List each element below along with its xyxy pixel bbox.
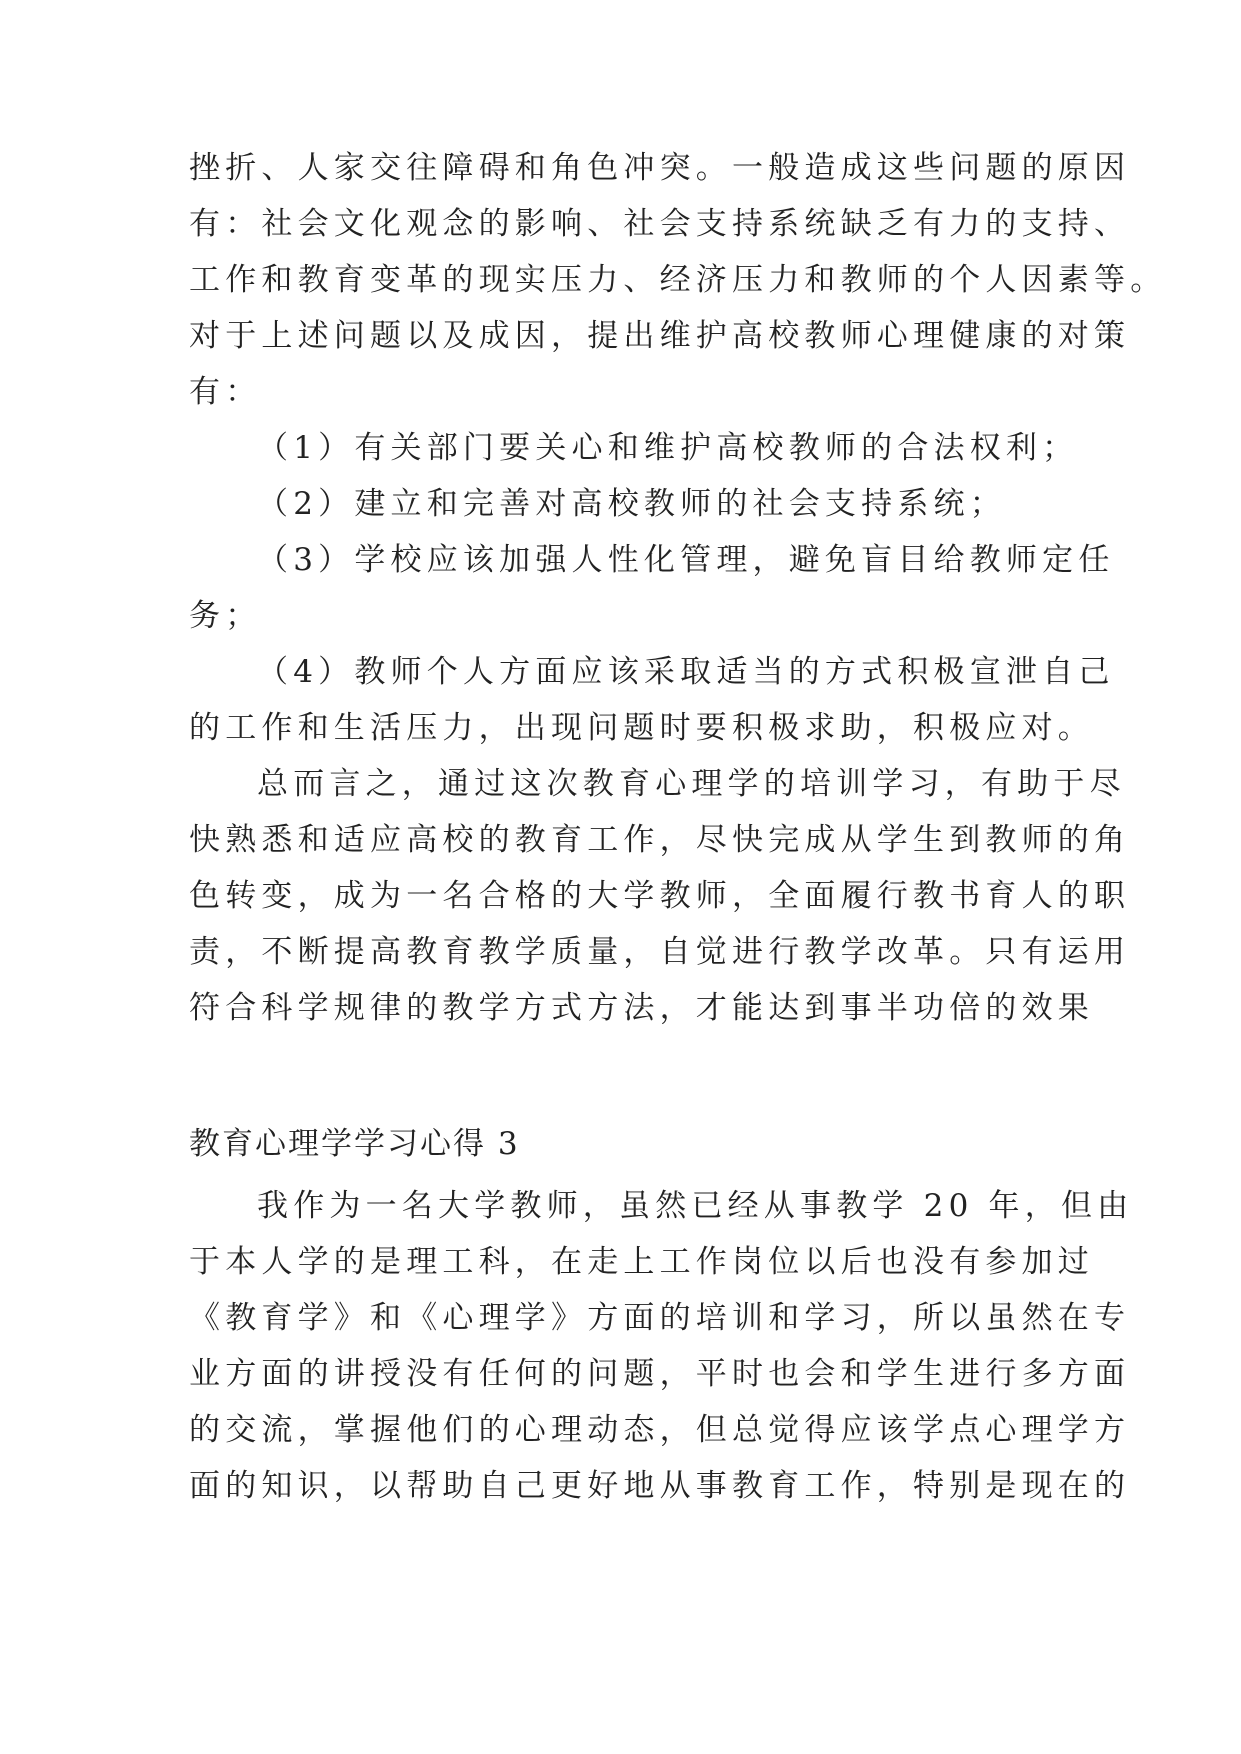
section-heading: 教育心理学学习心得 3	[189, 1126, 520, 1162]
conclusion-line: 责，不断提高教育教学质量，自觉进行教学改革。只有运用	[189, 934, 1131, 970]
conclusion-line: 快熟悉和适应高校的教育工作，尽快完成从学生到教师的角	[189, 822, 1131, 858]
conclusion-line: 符合科学规律的教学方式方法，才能达到事半功倍的效果	[189, 990, 1094, 1026]
section-3-line: 面的知识，以帮助自己更好地从事教育工作，特别是现在的	[189, 1468, 1131, 1504]
measure-item-3-continued: 务；	[189, 598, 262, 634]
conclusion-line: 色转变，成为一名合格的大学教师，全面履行教书育人的职	[189, 878, 1131, 914]
paragraph-line: 挫折、人家交往障碍和角色冲突。一般造成这些问题的原因	[189, 150, 1131, 186]
section-3-line: 我作为一名大学教师，虽然已经从事教学 20 年，但由	[257, 1188, 1134, 1224]
measure-item-3: （3）学校应该加强人性化管理，避免盲目给教师定任	[257, 542, 1115, 578]
section-3-line: 的交流，掌握他们的心理动态，但总觉得应该学点心理学方	[189, 1412, 1131, 1448]
section-3-line: 于本人学的是理工科，在走上工作岗位以后也没有参加过	[189, 1244, 1094, 1280]
paragraph-line: 对于上述问题以及成因，提出维护高校教师心理健康的对策	[189, 318, 1131, 354]
measure-item-2: （2）建立和完善对高校教师的社会支持系统；	[257, 486, 1006, 522]
section-3-line: 业方面的讲授没有任何的问题，平时也会和学生进行多方面	[189, 1356, 1131, 1392]
conclusion-line: 总而言之，通过这次教育心理学的培训学习，有助于尽	[257, 766, 1126, 802]
paragraph-line: 有：	[189, 374, 262, 410]
measure-item-4-continued: 的工作和生活压力，出现问题时要积极求助，积极应对。	[189, 710, 1094, 746]
paragraph-line: 工作和教育变革的现实压力、经济压力和教师的个人因素等。	[189, 262, 1167, 298]
paragraph-line: 有：社会文化观念的影响、社会支持系统缺乏有力的支持、	[189, 206, 1131, 242]
measure-item-1: （1）有关部门要关心和维护高校教师的合法权利；	[257, 430, 1079, 466]
section-3-line: 《教育学》和《心理学》方面的培训和学习，所以虽然在专	[189, 1300, 1131, 1336]
measure-item-4: （4）教师个人方面应该采取适当的方式积极宣泄自己	[257, 654, 1115, 690]
